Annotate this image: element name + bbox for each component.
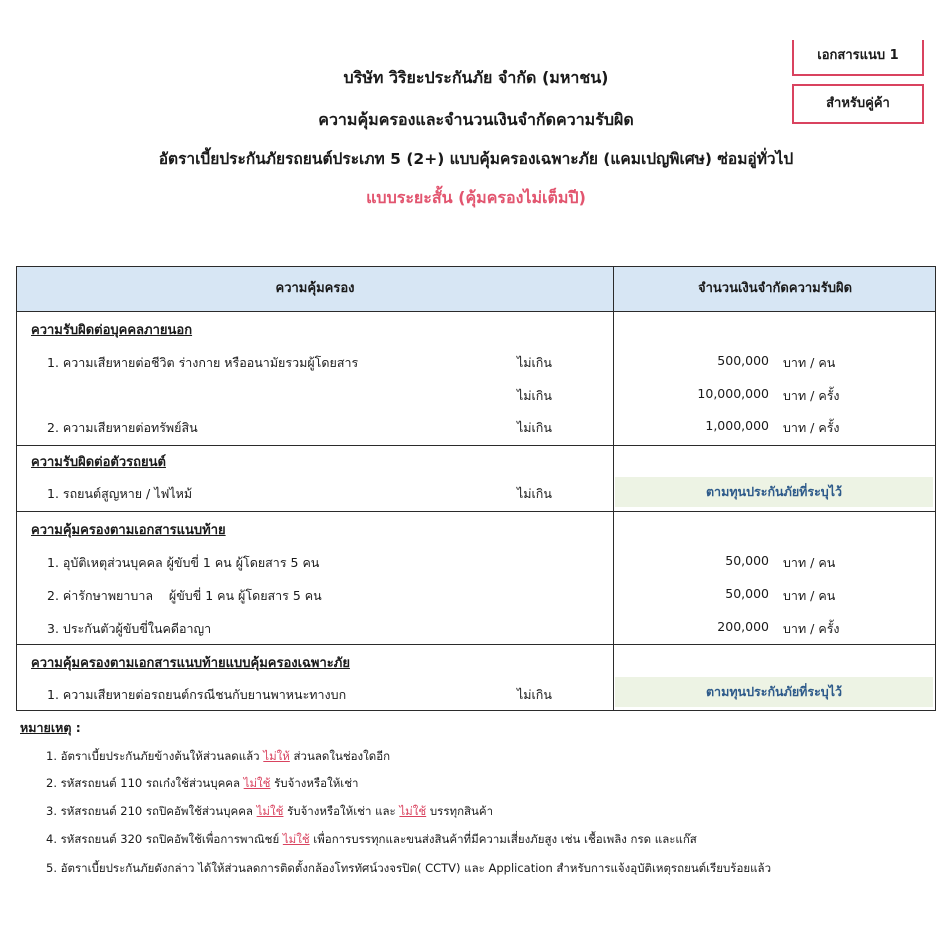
table-row-item: 2. ค่ารักษาพยาบาล ผู้ขับขี่ 1 คน ผู้โดยสาร 5 คน [47, 588, 322, 603]
note-text: 1. อัตราเบี้ยประกันภัยข้างต้นให้ส่วนลดแล้ว [46, 749, 264, 763]
note-text: 5. อัตราเบี้ยประกันภัยดังกล่าว ได้ให้ส่วนลดการติดตั้งกล้องโทรทัศน์วงจรปิด( CCTV) และ Application สำหรับการแจ้งอุบัติเหตุรถยนต์เรียบร้อยแล้ว [46, 861, 772, 875]
column-header-coverage: ความคุ้มครอง [275, 281, 355, 296]
table-row-unit: บาท / ครั้ง [783, 388, 840, 403]
note-emphasis: ไม่ให้ [263, 749, 290, 763]
note-text: เพื่อการบรรทุกและขนส่งสินค้าที่มีความเสี่ยงภัยสูง เช่น เชื้อเพลิง กรด และแก๊ส [309, 832, 697, 846]
sum-insured-box: ตามทุนประกันภัยที่ระบุไว้ [615, 677, 933, 707]
table-row-limit: ไม่เกิน [517, 486, 552, 501]
note-emphasis: ไม่ใช้ [399, 804, 427, 818]
customer-tag: สำหรับคู่ค้า [792, 84, 924, 124]
company-title: บริษัท วิริยะประกันภัย จำกัด (มหาชน) [343, 68, 609, 87]
note-text: บรรทุกสินค้า [426, 804, 494, 818]
notes-colon: : [71, 720, 81, 735]
table-row-unit: บาท / ครั้ง [783, 621, 840, 636]
table-row-item: 2. ความเสียหายต่อทรัพย์สิน [47, 420, 198, 435]
note-emphasis: ไม่ใช้ [282, 832, 310, 846]
product-title: อัตราเบี้ยประกันภัยรถยนต์ประเภท 5 (2+) แบบคุ้มครองเฉพาะภัย (แคมเปญพิเศษ) ซ่อมอู่ทั่วไป [158, 150, 794, 168]
section-title-special: ความคุ้มครองตามเอกสารแนบท้ายแบบคุ้มครองเฉพาะภัย [31, 656, 350, 671]
table-row-limit: ไม่เกิน [517, 420, 552, 435]
table-row-amount: 200,000 [717, 619, 769, 634]
note-text: รับจ้างหรือให้เช่า และ [283, 804, 400, 818]
sum-insured-box: ตามทุนประกันภัยที่ระบุไว้ [615, 477, 933, 507]
section-divider [17, 644, 935, 645]
note-text: ส่วนลดในช่องใดอีก [289, 749, 391, 763]
table-row-item: 3. ประกันตัวผู้ขับขี่ในคดีอาญา [47, 621, 212, 636]
table-row-item: 1. อุบัติเหตุส่วนบุคคล ผู้ขับขี่ 1 คน ผู้โดยสาร 5 คน [47, 555, 320, 570]
table-header [17, 267, 935, 312]
table-row-amount: 500,000 [717, 353, 769, 368]
table-row-limit: ไม่เกิน [517, 687, 552, 702]
table-row-item: 1. ความเสียหายต่อชีวิต ร่างกาย หรืออนามัยรวมผู้โดยสาร [47, 355, 359, 370]
note-emphasis: ไม่ใช้ [256, 804, 284, 818]
table-row-amount: 50,000 [725, 586, 769, 601]
section-divider [17, 445, 935, 446]
table-row-limit: ไม่เกิน [517, 388, 552, 403]
note-2 [46, 775, 358, 793]
table-row-unit: บาท / คน [783, 555, 836, 570]
note-text: 2. รหัสรถยนต์ 110 รถเก๋งใช้ส่วนบุคคล [46, 776, 244, 790]
note-text: รับจ้างหรือให้เช่า [270, 776, 359, 790]
note-5 [46, 860, 771, 878]
section-title-endorsement: ความคุ้มครองตามเอกสารแนบท้าย [31, 523, 226, 538]
note-4 [46, 831, 697, 849]
note-text: 4. รหัสรถยนต์ 320 รถปิคอัพใช้เพื่อการพาณิชย์ [46, 832, 283, 846]
section-title-third-party: ความรับผิดต่อบุคคลภายนอก [31, 323, 193, 338]
column-header-limit: จำนวนเงินจำกัดความรับผิด [697, 281, 853, 296]
note-emphasis: ไม่ใช้ [243, 776, 271, 790]
table-row-unit: บาท / คน [783, 355, 836, 370]
note-3 [46, 803, 493, 821]
note-1 [46, 748, 390, 766]
coverage-table [16, 266, 936, 711]
notes-title-text: หมายเหตุ [20, 720, 72, 735]
table-row-limit: ไม่เกิน [517, 355, 552, 370]
table-row-item: 1. รถยนต์สูญหาย / ไฟไหม้ [47, 486, 193, 501]
note-text: 3. รหัสรถยนต์ 210 รถปิคอัพใช้ส่วนบุคคล [46, 804, 257, 818]
table-row-amount: 10,000,000 [697, 386, 769, 401]
table-row-unit: บาท / คน [783, 588, 836, 603]
table-row-amount: 1,000,000 [705, 418, 769, 433]
term-title: แบบระยะสั้น (คุ้มครองไม่เต็มปี) [366, 188, 586, 207]
attachment-tag: เอกสารแนบ 1 [792, 40, 924, 76]
table-row-item: 1. ความเสียหายต่อรถยนต์กรณีชนกับยานพาหนะทางบก [47, 687, 347, 702]
table-row-unit: บาท / ครั้ง [783, 420, 840, 435]
notes-heading [20, 718, 81, 738]
document-subtitle: ความคุ้มครองและจำนวนเงินจำกัดความรับผิด [318, 110, 634, 129]
section-divider [17, 511, 935, 512]
section-title-vehicle: ความรับผิดต่อตัวรถยนต์ [31, 455, 166, 470]
table-row-amount: 50,000 [725, 553, 769, 568]
